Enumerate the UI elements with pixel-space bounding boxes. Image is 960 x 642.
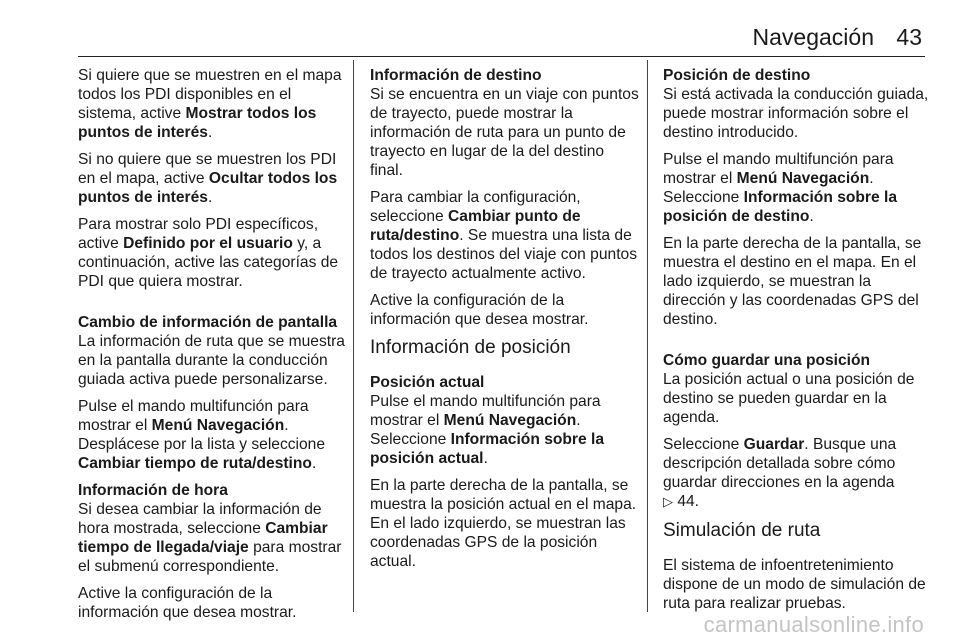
column-1: [78, 66, 348, 630]
paragraph: Para cambiar la configuración, seleccione Cambiar punto de ruta/destino. Se muestra una lista de todos los destinos del viaje con puntos de trayecto actualmente activo.: [370, 189, 637, 282]
page-title: Navegación: [752, 24, 874, 50]
paragraph: Si se encuentra en un viaje con puntos de trayecto, puede mostrar la información de ruta para un punto de trayecto en lugar de la del destino final.: [370, 86, 639, 179]
subheading: Información de destino: [370, 67, 542, 84]
paragraph: En la parte derecha de la pantalla, se muestra la posición actual en el mapa. En el lado izquierdo, se muestran las coordenadas GPS de la posición actual.: [370, 477, 637, 570]
paragraph: Para mostrar solo PDI específicos, active Definido por el usuario y, a continuación, active las categorías de PDI que quiera mostrar.: [78, 216, 339, 290]
page-reference-icon[interactable]: ▷: [663, 495, 673, 510]
menu-option: Cambiar tiempo de llegada/viaje: [78, 520, 328, 556]
page-reference-link[interactable]: 44.: [673, 493, 700, 510]
page-number: 43: [896, 24, 922, 50]
menu-option: Menú Navegación: [151, 417, 285, 434]
paragraph: Pulse el mando multifunción para mostrar el Menú Navegación. Desplácese por la lista y seleccione Cambiar tiempo de ruta/destino.: [78, 398, 326, 472]
menu-option: Información sobre la posición actual: [370, 431, 604, 467]
paragraph: La posición actual o una posición de destino se pueden guardar en la agenda.: [663, 371, 915, 426]
paragraph: En la parte derecha de la pantalla, se muestra el destino en el mapa. En el lado izquierdo, se muestran la dirección y las coordenadas GPS del destino.: [663, 235, 922, 328]
column-divider-1: [353, 60, 354, 612]
subheading: Posición de destino: [663, 67, 811, 84]
paragraph: Si quiere que se muestren en el mapa todos los PDI disponibles en el sistema, active Mostrar todos los puntos de interés.: [78, 67, 342, 141]
menu-option: Menú Navegación: [443, 412, 577, 429]
menu-option: Menú Navegación: [736, 170, 870, 187]
paragraph: Seleccione Guardar. Busque una descripción detallada sobre cómo guardar direcciones en la agenda ▷ 44.: [663, 436, 897, 510]
section-heading: Simulación de ruta: [663, 520, 821, 541]
subheading: Cómo guardar una posición: [663, 352, 871, 369]
menu-option: Mostrar todos los puntos de interés: [78, 105, 317, 141]
paragraph: El sistema de infoentretenimiento dispone de un modo de simulación de ruta para realizar pruebas.: [663, 557, 926, 612]
paragraph: Si no quiere que se muestren los PDI en el mapa, active Ocultar todos los puntos de interés.: [78, 151, 338, 206]
menu-option: Cambiar punto de ruta/destino: [370, 208, 581, 244]
paragraph: Si desea cambiar la información de hora mostrada, seleccione Cambiar tiempo de llegada/viaje para mostrar el submenú correspondiente.: [78, 501, 342, 575]
subheading: Cambio de información de pantalla: [78, 314, 338, 331]
paragraph: Active la configuración de la información que desea mostrar.: [78, 585, 297, 621]
menu-option: Cambiar tiempo de ruta/destino: [78, 455, 312, 472]
header-rule: [78, 56, 925, 57]
paragraph: La información de ruta que se muestra en la pantalla durante la conducción guiada activa puede personalizarse.: [78, 333, 345, 388]
column-2: [370, 66, 640, 579]
section-heading: Información de posición: [370, 337, 571, 358]
page-header: [0, 0, 960, 56]
watermark: carmanualsonline.info: [703, 612, 924, 637]
paragraph: Active la configuración de la información que desea mostrar.: [370, 292, 589, 328]
column-3: [663, 66, 931, 621]
menu-option: Guardar: [743, 436, 805, 453]
menu-option: Información sobre la posición de destino: [663, 189, 897, 225]
paragraph: Pulse el mando multifunción para mostrar el Menú Navegación. Seleccione Información sobre la posición de destino.: [663, 151, 897, 225]
paragraph: Pulse el mando multifunción para mostrar el Menú Navegación. Seleccione Información sobre la posición actual.: [370, 393, 604, 467]
menu-option: Definido por el usuario: [123, 235, 293, 252]
paragraph: Si está activada la conducción guiada, puede mostrar información sobre el destino introducido.: [663, 86, 929, 141]
menu-option: Ocultar todos los puntos de interés: [78, 170, 338, 206]
subheading: Información de hora: [78, 482, 228, 499]
column-divider-2: [647, 60, 648, 612]
subheading: Posición actual: [370, 374, 485, 391]
